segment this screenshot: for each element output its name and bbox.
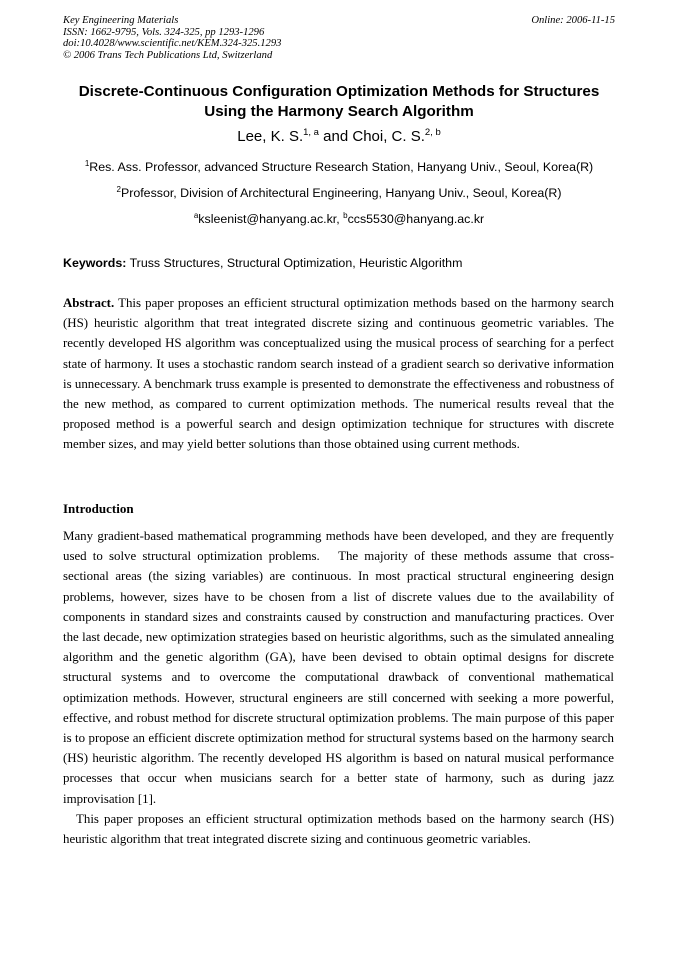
affiliation-2 [40,186,638,201]
affiliation-1-text: Res. Ass. Professor, advanced Structure Research Station, Hanyang Univ., Seoul, Korea(R) [89,160,594,174]
email-a-marker: a [193,211,199,220]
author-1-affil-marker: 1, a [303,127,319,138]
abstract-label: Abstract. [63,296,115,310]
affiliation-1 [40,160,638,175]
journal-header [63,15,281,61]
affiliation-2-text: Professor, Division of Architectural Engineering, Hanyang Univ., Seoul, Korea(R) [120,186,562,200]
issn-line: ISSN: 1662-9795, Vols. 324-325, pp 1293-1296 [63,26,265,38]
keywords-label: Keywords: [63,256,127,270]
email-b[interactable]: ccs5530@hanyang.ac.kr [347,212,485,226]
copyright-line: © 2006 Trans Tech Publications Ltd, Switzerland [63,49,273,61]
introduction-paragraph-2: This paper proposes an efficient structural optimization methods based on the harmony search (HS) heuristic algorithm that treat integrated discrete sizing and continuous geometric variables. [63,812,614,847]
paper-title [40,82,638,122]
author-emails [40,212,638,227]
keywords [63,256,462,271]
email-a[interactable]: ksleenist@hanyang.ac.kr, [198,212,344,226]
title-line-2: Using the Harmony Search Algorithm [204,103,474,120]
journal-name: Key Engineering Materials [63,15,179,26]
abstract-text: This paper proposes an efficient structural optimization methods based on the harmony search (HS) heuristic algorithm that treat integrated discrete sizing and continuous geometric variables. The recently developed HS algorithm was conceptualized using the musical process of searching for a perfect state of harmony. It uses a stochastic random search instead of a gradient search so derivative information is unnecessary. A benchmark truss example is presented to demonstrate the effectiveness and robustness of the new method, as compared to current optimization methods. The numerical results reveal that the proposed method is a powerful search and design optimization technique for structures with discrete member sizes, and may yield better solutions than those obtained using current methods. [63,296,614,452]
section-heading-introduction: Introduction [63,501,134,516]
title-line-1: Discrete-Continuous Configuration Optimization Methods for Structures [78,83,600,100]
author-2-affil-marker: 2, b [424,127,441,138]
doi-line: doi:10.4028/www.scientific.net/KEM.324-325.1293 [63,38,282,50]
introduction-paragraph-1: Many gradient-based mathematical programming methods have been developed, and they are frequently used to solve structural optimization problems. The majority of these methods assume that cross-sectional areas (the sizing variables) are continuous. In most practical structural engineering design problems, however, sizes have to be chosen from a list of discrete values due to the availability of components in standard sizes and constraints caused by construction and manufacturing practices. Over the last decade, new optimization strategies based on heuristic algorithms, such as the simulated annealing algorithm and the genetic algorithm (GA), have been devised to obtain optimal designs for discrete structural systems and to overcome the computational drawback of conventional mathematical optimization methods. However, structural engineers are still concerned with seeking a more powerful, effective, and robust method for discrete structural optimization problems. The main purpose of this paper is to propose an efficient discrete optimization method for structural systems based on the harmony search (HS) heuristic algorithm. The recently developed HS algorithm is based on natural musical performance processes that occur when musicians search for a better state of harmony, such as during jazz improvisation [1]. [63,529,618,806]
keywords-text: Truss Structures, Structural Optimization, Heuristic Algorithm [126,256,463,270]
author-2: Choi, C. S. [352,128,425,145]
author-1: Lee, K. S. [237,128,304,145]
email-b-marker: b [343,211,348,220]
affiliation-2-marker: 2 [116,185,121,194]
online-date: Online: 2006-11-15 [531,15,615,26]
affiliation-1-marker: 1 [84,159,90,168]
abstract [63,293,614,455]
author-list [40,127,638,147]
author-conjunction: and [318,128,353,145]
